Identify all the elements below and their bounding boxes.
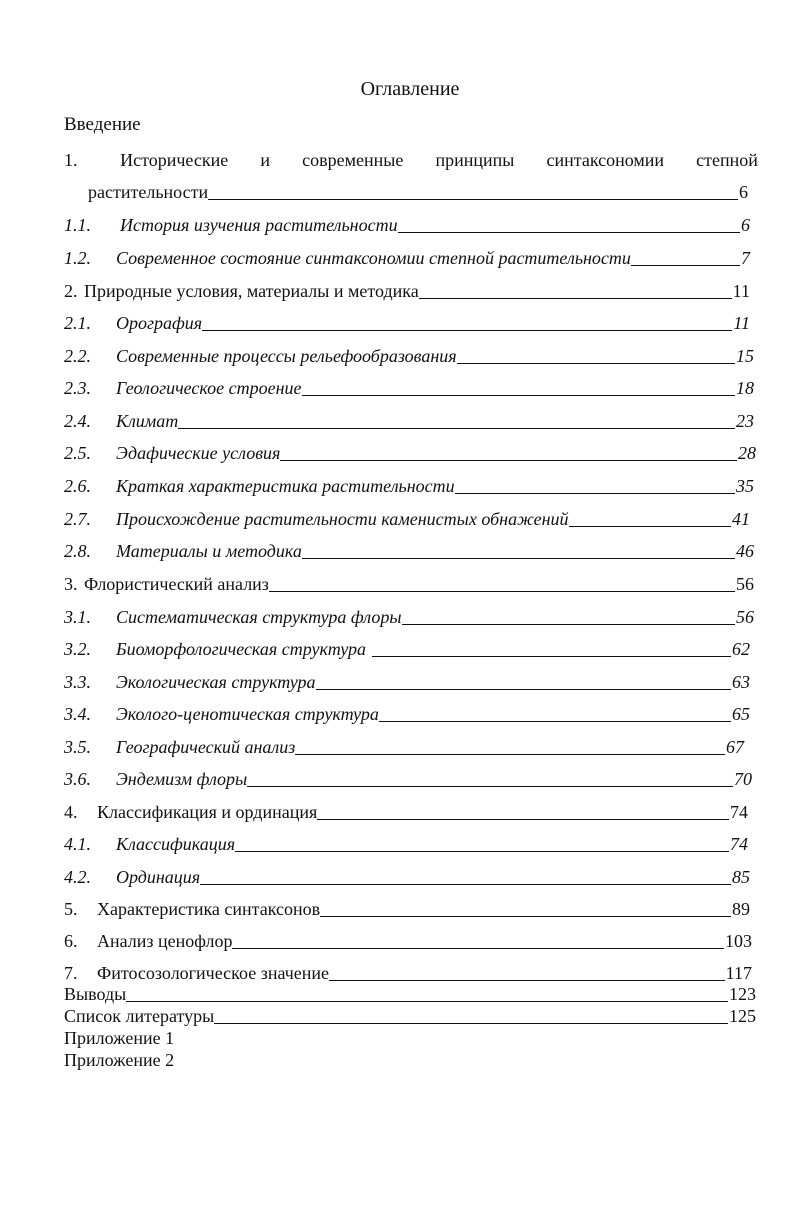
toc-entry-label: Орография bbox=[116, 313, 203, 333]
toc-entry-number: 3.3. bbox=[64, 672, 91, 692]
dot-leader bbox=[457, 363, 735, 364]
toc-entry bbox=[64, 572, 754, 596]
dot-leader bbox=[302, 395, 735, 396]
dot-leader bbox=[379, 721, 731, 722]
toc-entry bbox=[64, 637, 750, 661]
toc-entry bbox=[64, 376, 754, 400]
toc-entry-label: растительности bbox=[88, 182, 209, 202]
dot-leader bbox=[126, 1001, 728, 1002]
toc-entry-1-line1 bbox=[64, 148, 758, 172]
toc-entry-label: Выводы bbox=[64, 984, 127, 1004]
toc-entry-1-line2 bbox=[88, 180, 748, 204]
dot-leader bbox=[208, 199, 738, 200]
toc-entry-number: 2.4. bbox=[64, 411, 91, 431]
toc-entry-introduction: Введение bbox=[64, 114, 141, 135]
toc-page-number: 28 bbox=[738, 443, 756, 463]
toc-entry bbox=[64, 800, 748, 824]
dot-leader bbox=[295, 754, 725, 755]
toc-entry-number: 2.3. bbox=[64, 378, 91, 398]
toc-word: принципы bbox=[435, 150, 515, 170]
toc-page-number: 11 bbox=[732, 281, 750, 301]
toc-entry-number: 1.1. bbox=[64, 215, 91, 235]
toc-page-number: 6 bbox=[739, 182, 748, 202]
toc-entry-number: 4. bbox=[64, 802, 78, 822]
toc-page-number: 56 bbox=[736, 607, 754, 627]
toc-page-number: 62 bbox=[732, 639, 750, 659]
page-title: Оглавление bbox=[360, 78, 460, 100]
toc-entry-number: 2.1. bbox=[64, 313, 91, 333]
toc-entry-number: 4.1. bbox=[64, 834, 91, 854]
toc-entry-conclusions bbox=[64, 983, 756, 1005]
toc-entry-label: Эколого-ценотическая структура bbox=[116, 704, 379, 724]
toc-entry-label: Ординация bbox=[116, 867, 201, 887]
toc-page-number: 7 bbox=[741, 248, 750, 268]
toc-entry bbox=[64, 865, 750, 889]
toc-entry-label: Список литературы bbox=[64, 1006, 215, 1026]
toc-entry-number: 2.5. bbox=[64, 443, 91, 463]
toc-entry-label: Климат bbox=[116, 411, 179, 431]
toc-page-number: 65 bbox=[732, 704, 750, 724]
toc-entry-number: 4.2. bbox=[64, 867, 91, 887]
toc-entry-number: 7. bbox=[64, 963, 78, 983]
dot-leader bbox=[202, 330, 732, 331]
toc-page-number: 67 bbox=[726, 737, 744, 757]
toc-entry bbox=[64, 246, 750, 270]
toc-word: степной bbox=[696, 150, 758, 170]
toc-entry-number: 3.1. bbox=[64, 607, 91, 627]
toc-entry bbox=[64, 832, 748, 856]
toc-entry-number: 3.5. bbox=[64, 737, 91, 757]
toc-entry-label: Происхождение растительности каменистых обнажений bbox=[116, 509, 569, 529]
toc-entry bbox=[64, 409, 754, 433]
toc-entry-number: 1. bbox=[64, 150, 78, 170]
toc-entry bbox=[64, 605, 754, 629]
toc-entry-label: Биоморфологическая структура bbox=[116, 639, 366, 659]
toc-entry-label: Флористический анализ bbox=[84, 574, 269, 594]
toc-entry-label: Краткая характеристика растительности bbox=[116, 476, 455, 496]
dot-leader bbox=[631, 265, 740, 266]
toc-word: синтаксономии bbox=[546, 150, 665, 170]
toc-entry-label: Природные условия, материалы и методика bbox=[84, 281, 419, 301]
toc-entry bbox=[64, 344, 754, 368]
toc-entry bbox=[64, 929, 752, 953]
dot-leader bbox=[214, 1023, 728, 1024]
toc-entry bbox=[64, 507, 750, 531]
toc-entry-number: 2.8. bbox=[64, 541, 91, 561]
toc-entry bbox=[64, 279, 750, 303]
toc-word: современные bbox=[302, 150, 404, 170]
toc-entry bbox=[64, 539, 754, 563]
toc-entry-number: 5. bbox=[64, 899, 78, 919]
toc-page-number: 11 bbox=[733, 313, 750, 333]
toc-word: Исторические bbox=[120, 150, 229, 170]
toc-word: и bbox=[260, 150, 270, 170]
toc-page-number: 15 bbox=[736, 346, 754, 366]
toc-entry bbox=[64, 311, 750, 335]
toc-entry-number: 2.6. bbox=[64, 476, 91, 496]
dot-leader bbox=[372, 656, 731, 657]
toc-entry-label: Экологическая структура bbox=[116, 672, 316, 692]
toc-entry-label: Характеристика синтаксонов bbox=[97, 899, 321, 919]
toc-entry bbox=[64, 735, 744, 759]
toc-entry-number: 2.7. bbox=[64, 509, 91, 529]
toc-entry-label: Эндемизм флоры bbox=[116, 769, 248, 789]
toc-entry-label: Систематическая структура флоры bbox=[116, 607, 402, 627]
dot-leader bbox=[402, 624, 735, 625]
toc-page-number: 56 bbox=[736, 574, 754, 594]
toc-entry bbox=[64, 961, 752, 985]
dot-leader bbox=[316, 689, 731, 690]
dot-leader bbox=[232, 948, 724, 949]
toc-entry-label: История изучения растительности bbox=[120, 215, 398, 235]
toc-entry-label: Эдафические условия bbox=[116, 443, 281, 463]
toc-page-number: 125 bbox=[729, 1006, 756, 1026]
toc-entry-label: Материалы и методика bbox=[116, 541, 302, 561]
toc-entry-label: Современное состояние синтаксономии степной растительности bbox=[116, 248, 631, 268]
toc-entry-appendix-2: Приложение 2 bbox=[64, 1050, 175, 1070]
toc-page-number: 41 bbox=[732, 509, 750, 529]
toc-entry bbox=[64, 441, 756, 465]
toc-entry-label: Классификация и ординация bbox=[97, 802, 318, 822]
toc-page-number: 23 bbox=[736, 411, 754, 431]
toc-page-number: 74 bbox=[730, 834, 748, 854]
toc-page-number: 89 bbox=[732, 899, 750, 919]
toc-page-number: 123 bbox=[729, 984, 756, 1004]
toc-entry-number: 2.2. bbox=[64, 346, 91, 366]
toc-page-number: 63 bbox=[732, 672, 750, 692]
toc-entry-label: Классификация bbox=[116, 834, 236, 854]
toc-entry-number: 3. bbox=[64, 574, 78, 594]
dot-leader bbox=[320, 916, 731, 917]
toc-entry-number: 3.6. bbox=[64, 769, 91, 789]
toc-entry-label: Анализ ценофлор bbox=[97, 931, 233, 951]
dot-leader bbox=[455, 493, 735, 494]
toc-entry-references bbox=[64, 1005, 756, 1027]
toc-entry-number: 2. bbox=[64, 281, 78, 301]
toc-entry-number: 1.2. bbox=[64, 248, 91, 268]
toc-page-number: 117 bbox=[725, 963, 752, 983]
toc-entry-appendix-1: Приложение 1 bbox=[64, 1028, 175, 1048]
dot-leader bbox=[329, 980, 725, 981]
toc-entry bbox=[64, 897, 750, 921]
toc-page-number: 6 bbox=[741, 215, 750, 235]
toc-entry bbox=[64, 767, 752, 791]
toc-entry-number: 3.2. bbox=[64, 639, 91, 659]
toc-page-number: 46 bbox=[736, 541, 754, 561]
toc-entry-label: Фитосозологическое значение bbox=[97, 963, 330, 983]
toc-entry bbox=[64, 474, 754, 498]
toc-entry-number: 6. bbox=[64, 931, 78, 951]
toc-page-number: 74 bbox=[730, 802, 748, 822]
toc-entry bbox=[64, 702, 750, 726]
dot-leader bbox=[247, 786, 733, 787]
toc-page-number: 103 bbox=[725, 931, 752, 951]
toc-page-number: 18 bbox=[736, 378, 754, 398]
dot-leader bbox=[302, 558, 735, 559]
toc-page-number: 85 bbox=[732, 867, 750, 887]
dot-leader bbox=[419, 298, 732, 299]
toc-entry-label: Современные процессы рельефообразования bbox=[116, 346, 457, 366]
toc-entry-number: 3.4. bbox=[64, 704, 91, 724]
toc-page-number: 70 bbox=[734, 769, 752, 789]
dot-leader bbox=[200, 884, 731, 885]
dot-leader bbox=[569, 526, 731, 527]
dot-leader bbox=[178, 428, 735, 429]
toc-entry bbox=[64, 213, 750, 237]
toc-entry-label: Геологическое строение bbox=[116, 378, 302, 398]
toc-entry-label: Географический анализ bbox=[116, 737, 296, 757]
dot-leader bbox=[269, 591, 735, 592]
toc-page-number: 35 bbox=[736, 476, 754, 496]
dot-leader bbox=[317, 819, 729, 820]
dot-leader bbox=[280, 460, 737, 461]
dot-leader bbox=[398, 232, 740, 233]
dot-leader bbox=[235, 851, 729, 852]
toc-entry bbox=[64, 670, 750, 694]
